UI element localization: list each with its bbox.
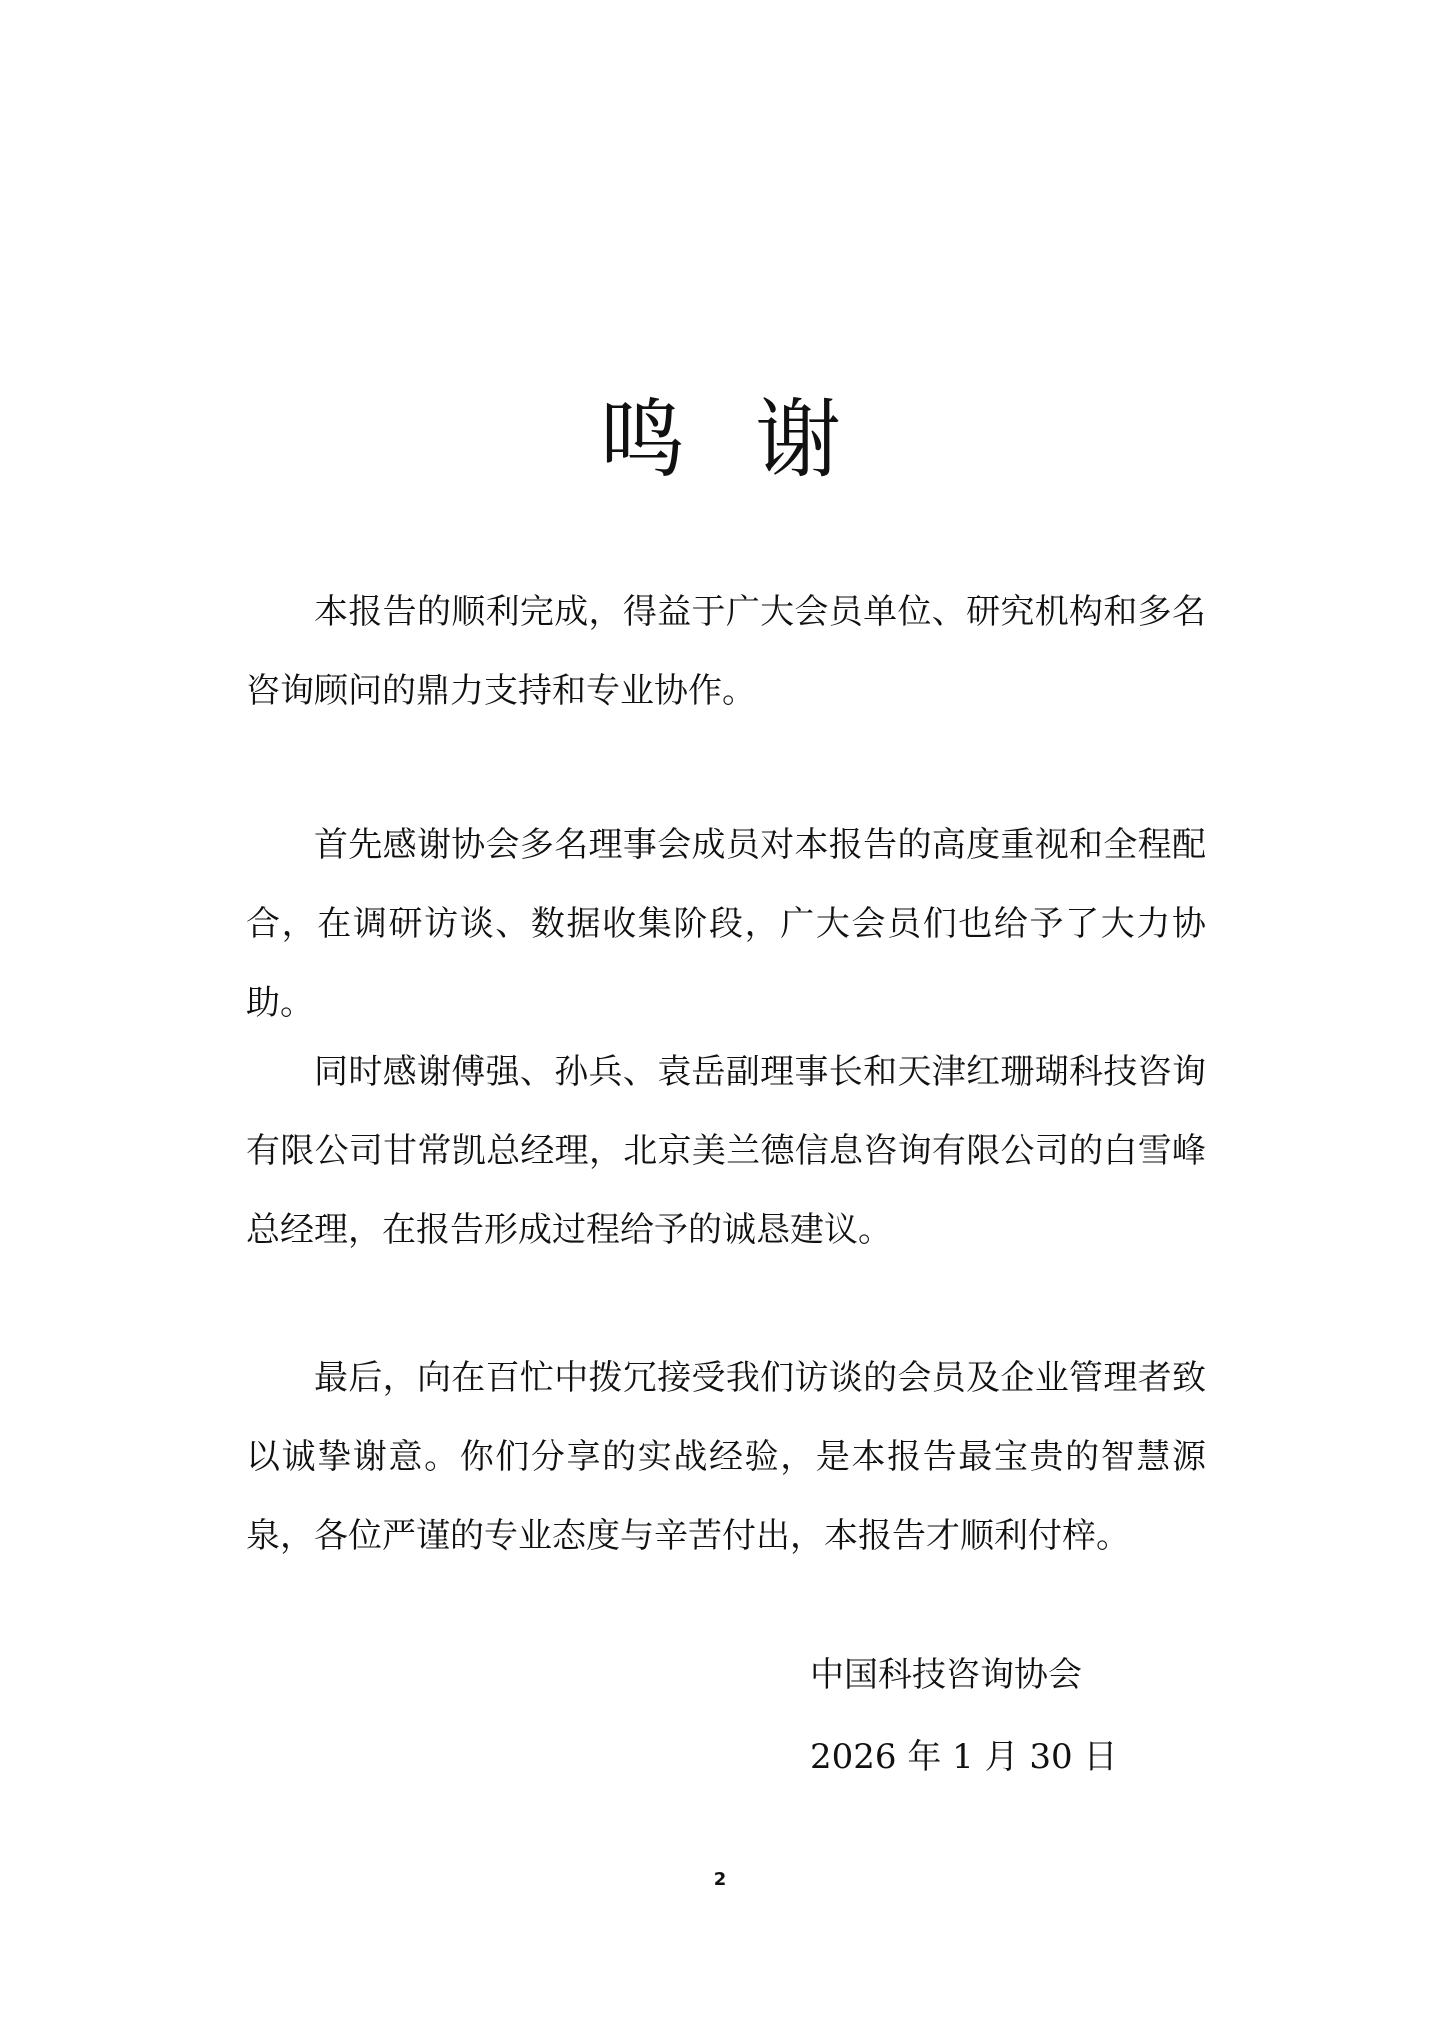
paragraph-2: 首先感谢协会多名理事会成员对本报告的高度重视和全程配合，在调研访谈、数据收集阶段，广大会员们也给予了大力协助。	[246, 825, 1206, 1023]
page-title: 鸣谢	[599, 390, 911, 490]
paragraph-4: 最后，向在百忙中拨冗接受我们访谈的会员及企业管理者致以诚挚谢意。你们分享的实战经验，是本报告最宝贵的智慧源泉，各位严谨的专业态度与辛苦付出，本报告才顺利付梓。	[246, 1358, 1206, 1556]
signature-date: 2026 年 1 月 30 日	[810, 1737, 1118, 1777]
page-number: 2	[713, 1869, 727, 1890]
paragraph-3: 同时感谢傅强、孙兵、袁岳副理事长和天津红珊瑚科技咨询有限公司甘常凯总经理，北京美兰德信息咨询有限公司的白雪峰总经理，在报告形成过程给予的诚恳建议。	[246, 1052, 1206, 1250]
paragraph-1: 本报告的顺利完成，得益于广大会员单位、研究机构和多名咨询顾问的鼎力支持和专业协作。	[246, 592, 1206, 711]
signature-organization: 中国科技咨询协会	[810, 1655, 1082, 1695]
